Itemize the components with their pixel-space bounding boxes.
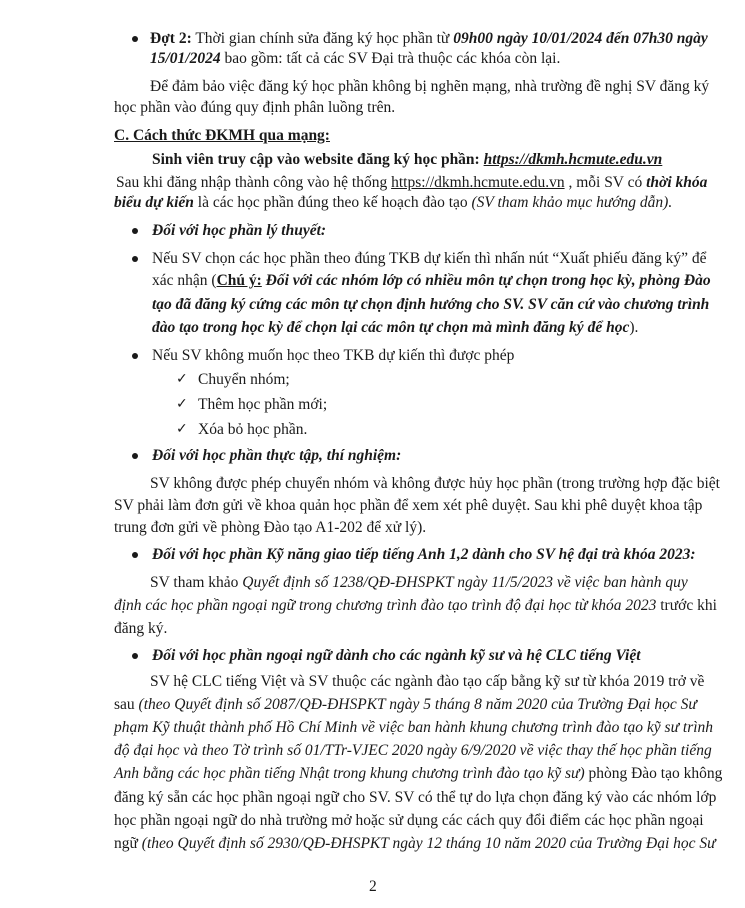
english-heading: Đối với học phần Kỹ năng giao tiếp tiếng Anh 1,2 dành cho SV hệ đại trà khóa 2023: bbox=[152, 546, 696, 563]
theory-b1-pre: xác nhận ( bbox=[152, 272, 217, 289]
clc-heading: Đối với học phần ngoại ngữ dành cho các ngành kỹ sư và hệ CLC tiếng Việt bbox=[152, 647, 641, 664]
dot2-line2 bbox=[150, 49, 560, 69]
theory-b1-line1: Nếu SV chọn các học phần theo đúng TKB dự kiến thì nhấn nút “Xuất phiếu đăng ký” để bbox=[152, 250, 707, 267]
clc-decision: (theo Quyết định số 2087/QĐ-ĐHSPKT ngày 5 tháng 8 năm 2020 của Trường Đại học Sư bbox=[138, 696, 697, 713]
dot2-post: bao gồm: tất cả các SV Đại trà thuộc các khóa còn lại. bbox=[220, 50, 561, 67]
login-text: Sau khi đăng nhập thành công vào hệ thống bbox=[116, 174, 392, 191]
english-decision: Quyết định số 1238/QĐ-ĐHSPKT ngày 11/5/2023 về việc ban hành quy bbox=[242, 574, 688, 591]
bullet-icon bbox=[132, 353, 138, 359]
dot2-line1 bbox=[150, 29, 708, 49]
access-link[interactable]: https://dkmh.hcmute.edu.vn bbox=[483, 151, 663, 168]
note-label: Chú ý: bbox=[216, 272, 262, 289]
theory-b1-emph: Đối với các nhóm lớp có nhiều môn tự chọn trong học kỳ, phòng Đào bbox=[261, 272, 711, 289]
clc-line3: phạm Kỹ thuật thành phố Hồ Chí Minh về việc ban hành khung chương trình đào tạo kỹ sư trình bbox=[114, 719, 714, 736]
theory-b1-line2 bbox=[152, 271, 711, 291]
dot2-label: Đợt 2: bbox=[150, 30, 192, 47]
clc-pre: sau bbox=[114, 696, 139, 713]
clc-pre2: ngữ bbox=[114, 835, 142, 852]
english-line3: đăng ký. bbox=[114, 620, 168, 637]
check-icon: ✓ bbox=[176, 396, 188, 412]
access-text: Sinh viên truy cập vào website đăng ký học phần: bbox=[152, 151, 484, 168]
access-line bbox=[152, 150, 662, 170]
clc-line8 bbox=[114, 834, 716, 854]
clc-post: phòng Đào tạo không bbox=[584, 765, 723, 782]
check-item-1: Chuyển nhóm; bbox=[198, 371, 290, 388]
english-pre: SV tham khảo bbox=[150, 574, 243, 591]
login-line2 bbox=[114, 193, 672, 213]
check-icon: ✓ bbox=[176, 421, 188, 437]
practice-heading: Đối với học phần thực tập, thí nghiệm: bbox=[152, 447, 402, 464]
clc-line4: độ đại học và theo Tờ trình số 01/TTr-VJEC 2020 ngày 6/9/2020 về việc thay thế học phần tiếng bbox=[114, 742, 712, 759]
practice-line1: SV không được phép chuyển nhóm và không được hủy học phần (trong trường hợp đặc biệt bbox=[150, 475, 720, 492]
page-number: 2 bbox=[369, 878, 377, 895]
clc-decision-end: Anh bằng các học phần tiếng Nhật trong khung chương trình đào tạo kỹ sư) bbox=[114, 765, 585, 782]
intro-line1: Để đảm bảo việc đăng ký học phần không bị nghẽn mạng, nhà trường đề nghị SV đăng ký bbox=[150, 78, 710, 95]
check-item-3: Xóa bỏ học phần. bbox=[198, 421, 308, 438]
clc-line1: SV hệ CLC tiếng Việt và SV thuộc các ngành đào tạo cấp bằng kỹ sư từ khóa 2019 trở về bbox=[150, 673, 705, 690]
dot2-text: Thời gian chính sửa đăng ký học phần từ bbox=[191, 30, 454, 47]
english-line2 bbox=[114, 596, 717, 616]
bullet-icon bbox=[132, 228, 138, 234]
check-item-2: Thêm học phần mới; bbox=[198, 396, 328, 413]
dot2-date: 15/01/2024 bbox=[150, 50, 221, 67]
login-post: là các học phần đúng theo kế hoạch đào tạo bbox=[193, 194, 472, 211]
login-emph1: thời khóa bbox=[646, 174, 708, 191]
theory-b1-emph2: đào tạo trong học kỳ để chọn lại các môn tự chọn mà mình đăng ký để học bbox=[152, 319, 630, 336]
english-post: trước khi bbox=[656, 597, 717, 614]
clc-decision2: (theo Quyết định số 2930/QĐ-ĐHSPKT ngày 12 tháng 10 năm 2020 của Trường Đại học Sư bbox=[141, 835, 716, 852]
clc-line6: đăng ký sẵn các học phần ngoại ngữ cho SV. SV có thể tự do lựa chọn đăng ký vào các nhóm lớp bbox=[114, 789, 717, 806]
theory-b1-line3: tạo đã đăng ký cứng các môn tự chọn định hướng cho SV. SV căn cứ vào chương trình bbox=[152, 296, 710, 313]
bullet-icon bbox=[132, 36, 138, 42]
bullet-icon bbox=[132, 453, 138, 459]
login-line1 bbox=[116, 173, 707, 193]
check-icon: ✓ bbox=[176, 371, 188, 387]
section-c-heading: C. Cách thức ĐKMH qua mạng: bbox=[114, 127, 330, 144]
dot2-time: 09h00 ngày 10/01/2024 đến 07h30 ngày bbox=[453, 30, 708, 47]
english-decision-cont: định các học phần ngoại ngữ trong chương trình đào tạo trình độ đại học từ khóa 2023 bbox=[114, 597, 657, 614]
bullet-icon bbox=[132, 552, 138, 558]
login-emph2: biểu dự kiến bbox=[114, 194, 194, 211]
clc-line5 bbox=[114, 764, 722, 784]
login-link[interactable]: https://dkmh.hcmute.edu.vn bbox=[391, 174, 565, 191]
bullet-icon bbox=[132, 256, 138, 262]
practice-line2: SV phải làm đơn gửi về khoa quản học phần để xem xét phê duyệt. Sau khi phê duyệt khoa tập bbox=[114, 497, 703, 514]
intro-line2: học phần vào đúng quy định phân luồng trên. bbox=[114, 99, 396, 116]
clc-line2 bbox=[114, 695, 697, 715]
login-mid: , mỗi SV có bbox=[564, 174, 647, 191]
theory-b1-line4 bbox=[152, 318, 638, 338]
theory-b2-line: Nếu SV không muốn học theo TKB dự kiến thì được phép bbox=[152, 347, 515, 364]
theory-b1-end: ). bbox=[629, 319, 639, 336]
login-italic: (SV tham khảo mục hướng dẫn). bbox=[471, 194, 673, 211]
english-line1 bbox=[150, 573, 688, 593]
theory-heading: Đối với học phần lý thuyết: bbox=[152, 222, 327, 239]
practice-line3: trung đơn gửi về phòng Đào tạo A1-202 để xử lý). bbox=[114, 519, 427, 536]
bullet-icon bbox=[132, 653, 138, 659]
clc-line7: học phần ngoại ngữ do nhà trường mở hoặc sử dụng các cách quy đổi điểm các học phần ngoại bbox=[114, 812, 704, 829]
